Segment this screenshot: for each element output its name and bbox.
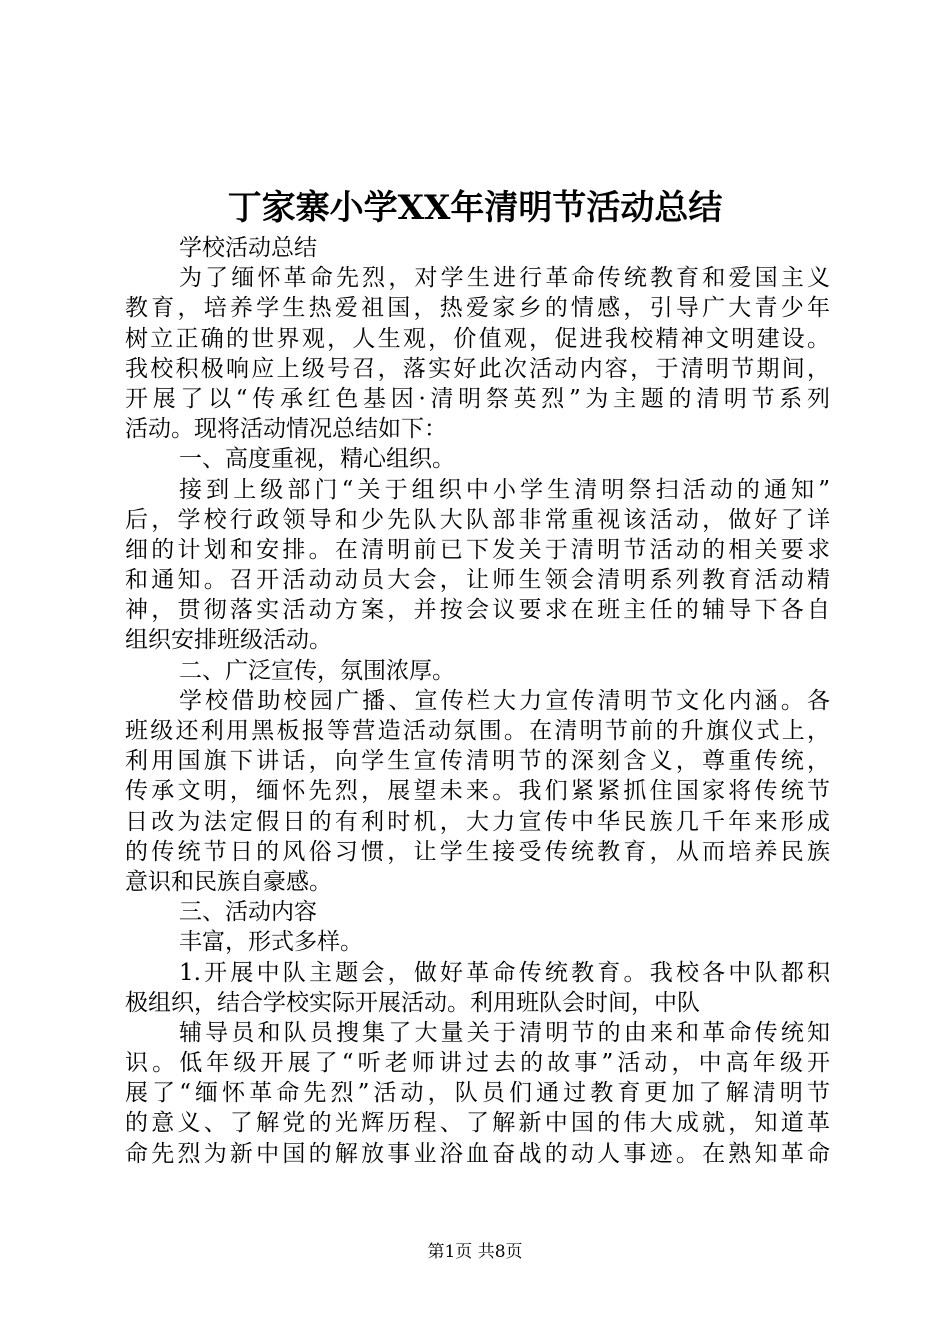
text-line: 的意义、了解党的光辉历程、了解新中国的伟大成就，知道革 [125,1110,830,1137]
text-line: 树立正确的世界观，人生观，价值观，促进我校精神文明建设。 [125,325,830,352]
text-line: 展了“缅怀革命先烈”活动，队员们通过教育更加了解清明节 [125,1080,830,1107]
text-line: 细的计划和安排。在清明前已下发关于清明节活动的相关要求 [125,536,830,563]
text-line: 活动。现将活动情况总结如下： [125,416,447,443]
text-line: 后，学校行政领导和少先队大队部非常重视该活动，做好了详 [125,506,830,533]
text-line: 识。低年级开展了“听老师讲过去的故事”活动，中高年级开 [125,1050,830,1077]
document-title: 丁家寨小学XX年清明节活动总结 [227,188,723,228]
text-line: 的传统节日的风俗习惯，让学生接受传统教育，从而培养民族 [125,838,830,865]
page-footer: 第1页 共8页 [427,1242,523,1262]
text-line: 利用国旗下讲话，向学生宣传清明节的深刻含义，尊重传统， [125,748,830,775]
text-line: 辅导员和队员搜集了大量关于清明节的由来和革命传统知 [179,1019,830,1046]
text-line: 我校积极响应上级号召，落实好此次活动内容，于清明节期间， [125,355,830,382]
text-line: 学校活动总结 [179,235,317,261]
text-line: 命先烈为新中国的解放事业浴血奋战的动人事迹。在熟知革命 [125,1140,830,1167]
text-line: 学校借助校园广播、宣传栏大力宣传清明节文化内涵。各 [179,687,830,714]
text-line: 为了缅怀革命先烈，对学生进行革命传统教育和爱国主义 [179,265,830,292]
text-line: 神，贯彻落实活动方案，并按会议要求在班主任的辅导下各自 [125,597,830,624]
text-line: 极组织，结合学校实际开展活动。利用班队会时间，中队 [125,989,700,1016]
text-line: 传承文明，缅怀先烈，展望未来。我们紧紧抓住国家将传统节 [125,778,830,805]
text-line: 组织安排班级活动。 [125,627,332,654]
text-line: 开展了以“传承红色基因·清明祭英烈”为主题的清明节系列 [125,385,830,412]
text-line: 日改为法定假日的有利时机，大力宣传中华民族几千年来形成 [125,808,830,835]
text-line: 教育，培养学生热爱祖国，热爱家乡的情感，引导广大青少年 [125,295,830,322]
text-line: 意识和民族自豪感。 [125,868,332,895]
text-line: 和通知。召开活动动员大会，让师生领会清明系列教育活动精 [125,567,830,594]
text-line: 班级还利用黑板报等营造活动氛围。在清明节前的升旗仪式上， [125,718,830,744]
text-line: 丰富，形式多样。 [179,929,363,956]
text-line: 接到上级部门“关于组织中小学生清明祭扫活动的通知” [179,476,830,503]
text-line: 1.开展中队主题会，做好革命传统教育。我校各中队都积 [179,959,830,986]
text-line: 三、活动内容 [179,899,317,926]
text-line: 一、高度重视，精心组织。 [179,446,455,473]
text-line: 二、广泛宣传，氛围浓厚。 [179,657,455,684]
document-body [125,233,830,1169]
